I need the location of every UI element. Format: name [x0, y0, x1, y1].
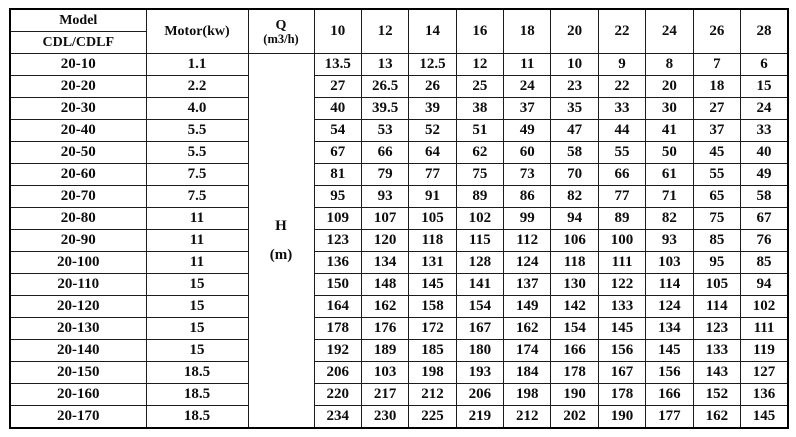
motor-power-cell: 15 [146, 274, 248, 296]
head-value-cell: 22 [598, 76, 645, 98]
head-value-cell: 35 [551, 98, 598, 120]
head-value-cell: 112 [504, 230, 551, 252]
model-cell: 20-20 [10, 76, 146, 98]
head-value-cell: 145 [646, 340, 693, 362]
head-value-cell: 152 [693, 384, 740, 406]
head-value-cell: 66 [598, 164, 645, 186]
head-value-cell: 115 [456, 230, 503, 252]
header-row-top [10, 9, 788, 32]
head-value-cell: 71 [646, 186, 693, 208]
head-value-cell: 198 [504, 384, 551, 406]
model-cell: 20-10 [10, 54, 146, 76]
head-value-cell: 142 [551, 296, 598, 318]
motor-power-cell: 4.0 [146, 98, 248, 120]
head-value-cell: 103 [646, 252, 693, 274]
table-row [10, 340, 788, 362]
flow-column-header: 18 [504, 9, 551, 54]
head-value-cell: 111 [741, 318, 788, 340]
table-row [10, 120, 788, 142]
model-series-label: CDL/CDLF [10, 32, 146, 54]
head-value-cell: 131 [409, 252, 456, 274]
head-value-cell: 166 [646, 384, 693, 406]
head-value-cell: 40 [314, 98, 361, 120]
head-value-cell: 82 [646, 208, 693, 230]
table-row [10, 186, 788, 208]
head-value-cell: 136 [314, 252, 361, 274]
head-value-cell: 219 [456, 406, 503, 429]
head-value-cell: 178 [314, 318, 361, 340]
model-cell: 20-120 [10, 296, 146, 318]
table-row [10, 98, 788, 120]
head-value-cell: 128 [456, 252, 503, 274]
table-row [10, 54, 788, 76]
head-value-cell: 24 [741, 98, 788, 120]
head-value-cell: 148 [361, 274, 408, 296]
head-value-cell: 162 [504, 318, 551, 340]
head-value-cell: 122 [598, 274, 645, 296]
motor-power-cell: 18.5 [146, 384, 248, 406]
head-value-cell: 81 [314, 164, 361, 186]
head-value-cell: 94 [741, 274, 788, 296]
head-value-cell: 93 [361, 186, 408, 208]
head-value-cell: 23 [551, 76, 598, 98]
head-value-cell: 114 [646, 274, 693, 296]
head-value-cell: 18 [693, 76, 740, 98]
head-value-cell: 143 [693, 362, 740, 384]
head-value-cell: 95 [314, 186, 361, 208]
table-header [10, 9, 788, 54]
head-value-cell: 234 [314, 406, 361, 429]
flow-column-header: 12 [361, 9, 408, 54]
head-value-cell: 52 [409, 120, 456, 142]
head-value-cell: 118 [551, 252, 598, 274]
head-value-cell: 185 [409, 340, 456, 362]
head-value-cell: 77 [409, 164, 456, 186]
head-value-cell: 141 [456, 274, 503, 296]
head-value-cell: 114 [693, 296, 740, 318]
head-value-cell: 79 [361, 164, 408, 186]
head-value-cell: 212 [504, 406, 551, 429]
model-cell: 20-90 [10, 230, 146, 252]
table-row [10, 164, 788, 186]
head-value-cell: 91 [409, 186, 456, 208]
head-value-cell: 27 [314, 76, 361, 98]
head-value-cell: 202 [551, 406, 598, 429]
head-value-cell: 85 [741, 252, 788, 274]
head-value-cell: 178 [551, 362, 598, 384]
head-value-cell: 136 [741, 384, 788, 406]
table-row [10, 208, 788, 230]
head-value-cell: 145 [409, 274, 456, 296]
head-value-cell: 37 [693, 120, 740, 142]
head-value-cell: 124 [504, 252, 551, 274]
head-value-cell: 156 [598, 340, 645, 362]
head-value-cell: 167 [598, 362, 645, 384]
head-value-cell: 61 [646, 164, 693, 186]
head-value-cell: 67 [314, 142, 361, 164]
head-value-cell: 24 [504, 76, 551, 98]
model-cell: 20-30 [10, 98, 146, 120]
table-row [10, 274, 788, 296]
head-value-cell: 176 [361, 318, 408, 340]
head-value-cell: 51 [456, 120, 503, 142]
flow-unit-header [248, 9, 314, 54]
head-value-cell: 120 [361, 230, 408, 252]
motor-power-cell: 15 [146, 296, 248, 318]
head-value-cell: 58 [741, 186, 788, 208]
flow-column-header: 28 [741, 9, 788, 54]
head-value-cell: 105 [409, 208, 456, 230]
head-value-cell: 41 [646, 120, 693, 142]
head-value-cell: 206 [314, 362, 361, 384]
head-value-cell: 44 [598, 120, 645, 142]
table-row [10, 384, 788, 406]
model-cell: 20-80 [10, 208, 146, 230]
head-value-cell: 145 [741, 406, 788, 429]
head-value-cell: 158 [409, 296, 456, 318]
head-value-cell: 26.5 [361, 76, 408, 98]
head-unit-label: (m) [269, 246, 293, 263]
head-value-cell: 109 [314, 208, 361, 230]
head-value-cell: 39.5 [361, 98, 408, 120]
head-value-cell: 220 [314, 384, 361, 406]
head-value-cell: 54 [314, 120, 361, 142]
head-value-cell: 154 [456, 296, 503, 318]
head-value-cell: 193 [456, 362, 503, 384]
head-value-cell: 37 [504, 98, 551, 120]
head-unit-cell [248, 54, 314, 429]
head-value-cell: 70 [551, 164, 598, 186]
head-value-cell: 75 [693, 208, 740, 230]
motor-power-cell: 15 [146, 318, 248, 340]
head-value-cell: 33 [741, 120, 788, 142]
motor-power-cell: 18.5 [146, 406, 248, 429]
motor-power-cell: 7.5 [146, 186, 248, 208]
model-cell: 20-160 [10, 384, 146, 406]
pump-performance-table [9, 8, 789, 429]
head-value-cell: 133 [598, 296, 645, 318]
head-value-cell: 123 [314, 230, 361, 252]
table-row [10, 406, 788, 429]
head-value-cell: 47 [551, 120, 598, 142]
head-value-cell: 217 [361, 384, 408, 406]
head-value-cell: 12.5 [409, 54, 456, 76]
table-row [10, 252, 788, 274]
head-value-cell: 103 [361, 362, 408, 384]
head-value-cell: 162 [361, 296, 408, 318]
flow-column-header: 26 [693, 9, 740, 54]
head-value-cell: 89 [456, 186, 503, 208]
head-value-cell: 150 [314, 274, 361, 296]
head-value-cell: 38 [456, 98, 503, 120]
motor-header-label: Motor(kw) [146, 9, 248, 54]
head-value-cell: 8 [646, 54, 693, 76]
head-value-cell: 66 [361, 142, 408, 164]
head-value-cell: 73 [504, 164, 551, 186]
flow-column-header: 14 [409, 9, 456, 54]
table-row [10, 142, 788, 164]
motor-power-cell: 2.2 [146, 76, 248, 98]
head-value-cell: 172 [409, 318, 456, 340]
head-value-cell: 225 [409, 406, 456, 429]
table-row [10, 296, 788, 318]
q-label: Q [275, 17, 287, 33]
head-value-cell: 6 [741, 54, 788, 76]
head-value-cell: 82 [551, 186, 598, 208]
head-value-cell: 178 [598, 384, 645, 406]
head-value-cell: 94 [551, 208, 598, 230]
table-row [10, 318, 788, 340]
head-value-cell: 45 [693, 142, 740, 164]
head-value-cell: 64 [409, 142, 456, 164]
head-value-cell: 134 [361, 252, 408, 274]
head-value-cell: 106 [551, 230, 598, 252]
motor-power-cell: 11 [146, 230, 248, 252]
motor-power-cell: 5.5 [146, 120, 248, 142]
head-value-cell: 206 [456, 384, 503, 406]
head-symbol-label: H [275, 218, 287, 234]
head-value-cell: 26 [409, 76, 456, 98]
head-value-cell: 62 [456, 142, 503, 164]
head-value-cell: 111 [598, 252, 645, 274]
flow-column-header: 22 [598, 9, 645, 54]
head-value-cell: 190 [551, 384, 598, 406]
head-value-cell: 137 [504, 274, 551, 296]
head-value-cell: 184 [504, 362, 551, 384]
motor-power-cell: 7.5 [146, 164, 248, 186]
head-value-cell: 85 [693, 230, 740, 252]
head-value-cell: 67 [741, 208, 788, 230]
head-value-cell: 86 [504, 186, 551, 208]
head-value-cell: 105 [693, 274, 740, 296]
head-value-cell: 13.5 [314, 54, 361, 76]
q-unit-label: (m3/h) [263, 31, 299, 46]
head-value-cell: 100 [598, 230, 645, 252]
head-value-cell: 230 [361, 406, 408, 429]
head-value-cell: 58 [551, 142, 598, 164]
head-value-cell: 124 [646, 296, 693, 318]
head-value-cell: 164 [314, 296, 361, 318]
head-value-cell: 11 [504, 54, 551, 76]
head-value-cell: 49 [741, 164, 788, 186]
head-value-cell: 93 [646, 230, 693, 252]
head-value-cell: 95 [693, 252, 740, 274]
model-cell: 20-40 [10, 120, 146, 142]
model-cell: 20-170 [10, 406, 146, 429]
flow-column-header: 10 [314, 9, 361, 54]
head-value-cell: 102 [741, 296, 788, 318]
head-value-cell: 55 [598, 142, 645, 164]
motor-power-cell: 11 [146, 252, 248, 274]
motor-power-cell: 1.1 [146, 54, 248, 76]
table-body [10, 54, 788, 429]
head-value-cell: 154 [551, 318, 598, 340]
head-value-cell: 212 [409, 384, 456, 406]
head-value-cell: 40 [741, 142, 788, 164]
head-value-cell: 166 [551, 340, 598, 362]
head-value-cell: 15 [741, 76, 788, 98]
flow-column-header: 24 [646, 9, 693, 54]
head-value-cell: 99 [504, 208, 551, 230]
head-value-cell: 27 [693, 98, 740, 120]
head-value-cell: 134 [646, 318, 693, 340]
head-value-cell: 145 [598, 318, 645, 340]
head-value-cell: 10 [551, 54, 598, 76]
model-cell: 20-130 [10, 318, 146, 340]
head-value-cell: 49 [504, 120, 551, 142]
motor-power-cell: 5.5 [146, 142, 248, 164]
head-value-cell: 149 [504, 296, 551, 318]
model-cell: 20-70 [10, 186, 146, 208]
head-value-cell: 33 [598, 98, 645, 120]
head-value-cell: 162 [693, 406, 740, 429]
head-value-cell: 198 [409, 362, 456, 384]
head-value-cell: 75 [456, 164, 503, 186]
table-row [10, 362, 788, 384]
head-value-cell: 119 [741, 340, 788, 362]
head-value-cell: 133 [693, 340, 740, 362]
flow-column-header: 16 [456, 9, 503, 54]
head-value-cell: 156 [646, 362, 693, 384]
model-cell: 20-50 [10, 142, 146, 164]
motor-power-cell: 18.5 [146, 362, 248, 384]
head-value-cell: 180 [456, 340, 503, 362]
model-header-label: Model [10, 9, 146, 32]
head-value-cell: 55 [693, 164, 740, 186]
head-value-cell: 53 [361, 120, 408, 142]
model-cell: 20-100 [10, 252, 146, 274]
model-cell: 20-150 [10, 362, 146, 384]
head-value-cell: 7 [693, 54, 740, 76]
head-value-cell: 9 [598, 54, 645, 76]
flow-column-header: 20 [551, 9, 598, 54]
head-value-cell: 12 [456, 54, 503, 76]
head-value-cell: 174 [504, 340, 551, 362]
head-value-cell: 118 [409, 230, 456, 252]
head-value-cell: 76 [741, 230, 788, 252]
head-value-cell: 25 [456, 76, 503, 98]
motor-power-cell: 11 [146, 208, 248, 230]
head-value-cell: 190 [598, 406, 645, 429]
motor-power-cell: 15 [146, 340, 248, 362]
model-cell: 20-60 [10, 164, 146, 186]
head-value-cell: 30 [646, 98, 693, 120]
head-value-cell: 177 [646, 406, 693, 429]
head-value-cell: 167 [456, 318, 503, 340]
model-cell: 20-110 [10, 274, 146, 296]
head-value-cell: 107 [361, 208, 408, 230]
model-cell: 20-140 [10, 340, 146, 362]
head-value-cell: 127 [741, 362, 788, 384]
table-row [10, 76, 788, 98]
head-value-cell: 13 [361, 54, 408, 76]
head-value-cell: 102 [456, 208, 503, 230]
head-value-cell: 192 [314, 340, 361, 362]
head-value-cell: 123 [693, 318, 740, 340]
head-value-cell: 20 [646, 76, 693, 98]
head-value-cell: 39 [409, 98, 456, 120]
head-value-cell: 89 [598, 208, 645, 230]
head-value-cell: 189 [361, 340, 408, 362]
head-value-cell: 50 [646, 142, 693, 164]
table-row [10, 230, 788, 252]
head-value-cell: 65 [693, 186, 740, 208]
head-value-cell: 77 [598, 186, 645, 208]
head-value-cell: 60 [504, 142, 551, 164]
head-value-cell: 130 [551, 274, 598, 296]
